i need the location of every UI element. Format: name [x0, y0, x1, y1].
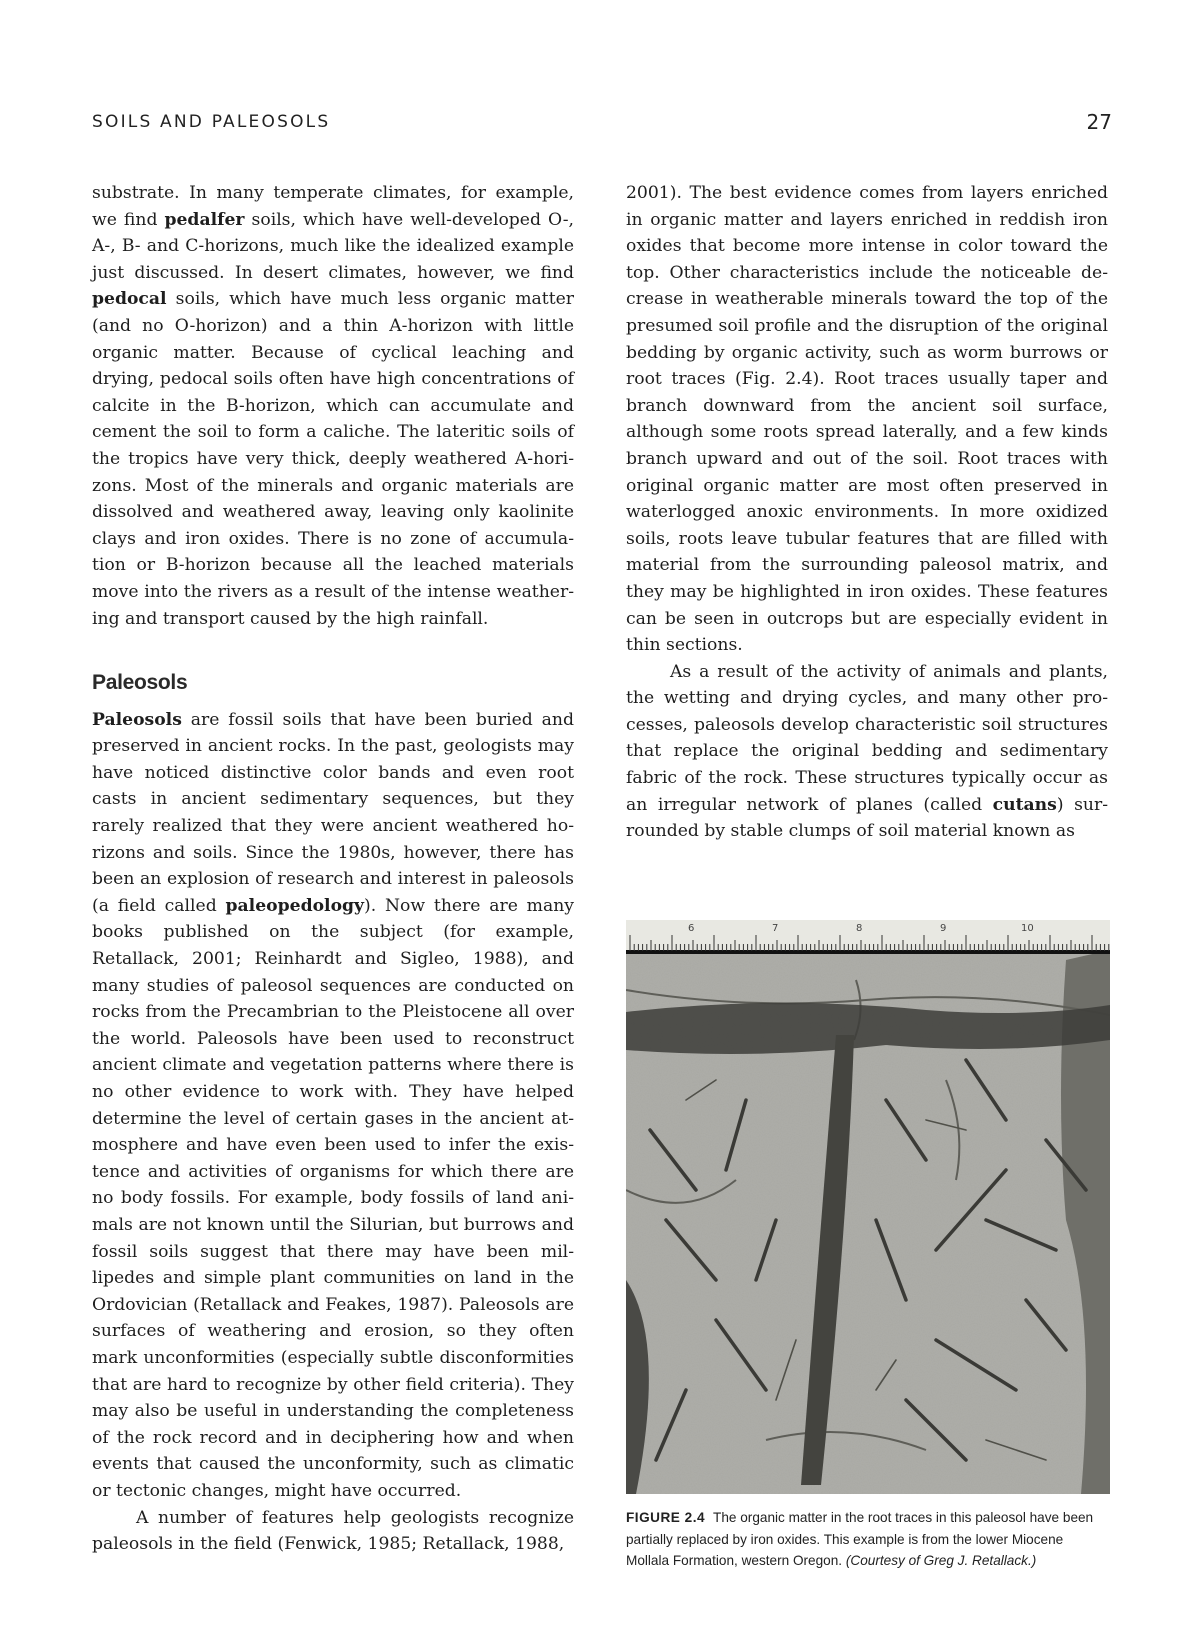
- term-pedocal: pedocal: [92, 289, 167, 310]
- ruler-label: 6: [688, 923, 695, 934]
- paragraph-paleosols-intro: Paleosols are fossil soils that have been buried and preserved in ancient rocks. In the past, geologists may have noticed distinctive color bands and even root casts in ancient sedimentary sequences, but they rarely realized that they were ancient weathered horizons and soils. Since the 1980s, however, there has been an explosion of research and interest in paleosols (a field called paleopedology). Now there are many books published on the subject (for example, Retallack, 2001; Reinhardt and Sigleo, 1988), and many studies of paleosol sequences are conducted on rocks from the Precambrian to the Pleistocene all over the world. Paleosols have been used to reconstruct ancient climate and vegetation patterns where there is no other evidence to work with. They have helped determine the level of certain gases in the ancient atmosphere and have even been used to infer the existence and activities of organisms for which there are no body fossils. For example, body fossils of land animals are not known until the Silurian, but burrows and fossil soils suggest that there may have been millipedes and simple plant communities on land in the Ordovician (Retallack and Feakes, 1987). Paleosols are surfaces of weathering and erosion, so they often mark unconformities (especially subtle disconformities that are hard to recognize by other field criteria). They may also be useful in understanding the completeness of the rock record and in deciphering how and when events that caused the unconformity, such as climatic or tectonic changes, might have occurred.: [92, 709, 574, 1501]
- ruler-label: 7: [772, 923, 779, 934]
- ruler: [626, 920, 1110, 952]
- figure-caption-text: The organic matter in the root traces in this paleosol have been partially replaced by iron oxides. This example is from the lower Miocene Mollala Formation, western Oregon.: [626, 1510, 1094, 1569]
- section-heading-paleosols: Paleosols: [92, 671, 188, 695]
- figure-paleosol-photo: [626, 920, 1110, 1494]
- right-column: [626, 180, 1108, 845]
- ruler-label: 8: [856, 923, 863, 934]
- term-pedalfer: pedalfer: [164, 209, 245, 230]
- term-cutans: cutans: [992, 794, 1057, 815]
- paragraph-recognize-paleosols: A number of features help geologists recognize paleosols in the field (Fenwick, 1985; Retallack, 1988,: [92, 1507, 574, 1555]
- left-column: [92, 180, 574, 1558]
- figure-credit: (Courtesy of Greg J. Retallack.): [845, 1553, 1037, 1569]
- running-head: SOILS AND PALEOSOLS: [92, 112, 331, 132]
- page-number: 27: [1086, 110, 1112, 134]
- term-paleosols: Paleosols: [92, 709, 182, 730]
- ruler-label: 9: [940, 923, 947, 934]
- term-paleopedology: paleopedology: [225, 895, 365, 916]
- figure-caption: [626, 1507, 1110, 1572]
- paragraph-soil-types: substrate. In many temperate climates, for example, we find pedalfer soils, which have well-developed O-, A-, B- and C-horizons, much like the idealized example just discussed. In desert climates, however, we find pedocal soils, which have much less organic matter (and no O-horizon) and a thin A-horizon with little organic matter. Because of cyclical leaching and drying, pedocal soils often have high concentrations of calcite in the B-horizon, which can accumulate and cement the soil to form a caliche. The lateritic soils of the tropics have very thick, deeply weathered A-horizons. Most of the minerals and organic materials are dissolved and weathered away, leaving only kaolinite clays and iron oxides. There is no zone of accumulation or B-horizon because all the leached materials move into the rivers as a result of the intense weathering and transport caused by the high rainfall.: [92, 183, 574, 629]
- paragraph-evidence: 2001). The best evidence comes from layers enriched in organic matter and layers enriched in reddish iron oxides that become more intense in color toward the top. Other characteristics include the noticeable decrease in weatherable minerals toward the top of the presumed soil profile and the disruption of the original bedding by organic activity, such as worm burrows or root traces (Fig. 2.4). Root traces usually taper and branch downward from the ancient soil surface, although some roots spread laterally, and a few kinds branch upward and out of the soil. Root traces with original organic matter are most often preserved in waterlogged anoxic environments. In more oxidized soils, roots leave tubular features that are filled with material from the surrounding paleosol matrix, and they may be highlighted in iron oxides. These features can be seen in outcrops but are especially evident in thin sections.: [626, 183, 1108, 656]
- paragraph-soil-structures: As a result of the activity of animals and plants, the wetting and drying cycles, and many other processes, paleosols develop characteristic soil structures that replace the original bedding and sedimentary fabric of the rock. These structures typically occur as an irregular network of planes (called cutans) surrounded by stable clumps of soil material known as: [626, 661, 1108, 842]
- paleosol-photo-illustration: [626, 920, 1110, 1494]
- ruler-label: 10: [1021, 923, 1034, 934]
- figure-label: FIGURE 2.4: [626, 1510, 706, 1525]
